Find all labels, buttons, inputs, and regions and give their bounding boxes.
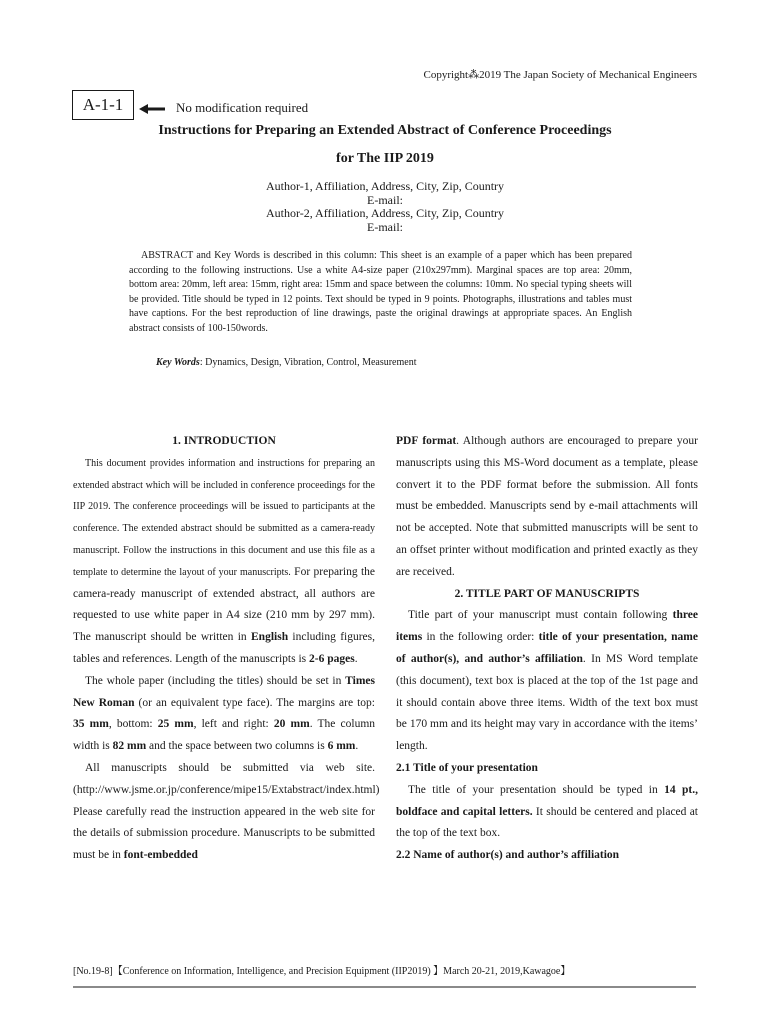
- left-arrow-icon: [139, 102, 165, 116]
- right-column: [396, 431, 698, 867]
- modification-note: No modification required: [176, 100, 309, 115]
- intro-paragraph-3: All manuscripts should be submitted via web site. (http://www.jsme.or.jp/conference/mipe15/Extabstract/index.html) Please carefully read the instruction appeared in the web site for the details of submission procedure. Manuscripts to be submitted must be in font-embedded: [73, 761, 380, 862]
- left-column: [73, 431, 380, 867]
- keywords: [156, 357, 417, 368]
- paper-title-line1: Instructions for Preparing an Extended Abstract of Conference Proceedings: [158, 123, 612, 138]
- section-heading-title-part: 2. TITLE PART OF MANUSCRIPTS: [454, 587, 640, 600]
- author-2: Author-2, Affiliation, Address, City, Zip, Country: [265, 206, 505, 220]
- subsection-heading-title: 2.1 Title of your presentation: [396, 761, 538, 774]
- abstract: ABSTRACT and Key Words is described in this column: This sheet is an example of a paper which has been prepared according to the following instructions. Use a white A4-size paper (210x297mm). Marginal spaces are top area: 20mm, bottom area: 20mm, left area: 15mm, right area: 15mm and space between the columns: 10mm. No special typing sheets will be provided. Title should be typed in 12 points. Text should be typed in 9 points. Photographs, illustrations and tables must have captions. For the best reproduction of line drawings, paste the original drawings at appropriate spaces. An English abstract consists of 100-150words.: [129, 250, 632, 334]
- intro-paragraph-3-continued: PDF format. Although authors are encouraged to prepare your manuscripts using this MS-Word document as a template, please convert it to the PDF format before the submission. All fonts must be embedded. Manuscripts send by e-mail attachments will not be accepted. Note that submitted manuscripts will be sent to an offset printer without modification and printed exactly as they are received.: [396, 435, 698, 578]
- copyright-notice: Copyright⁂2019 The Japan Society of Mechanical Engineers: [423, 69, 697, 81]
- intro-paragraph-2: The whole paper (including the titles) should be set in Times New Roman (or an equivalent type face). The margins are top: 35 mm, bottom: 25 mm, left and right: 20 mm. The column width is 82 mm and the space between two columns is 6 mm.: [73, 674, 376, 753]
- subsection-heading-authors: 2.2 Name of author(s) and author’s affiliation: [396, 849, 620, 862]
- keywords-label: Key Words: [156, 357, 200, 368]
- footer-divider: [73, 986, 696, 988]
- section-heading-introduction: 1. INTRODUCTION: [172, 435, 276, 447]
- author-block: [0, 180, 770, 234]
- title-paragraph: The title of your presentation should be typed in 14 pt., boldface and capital letters. It should be centered and placed at the top of the text box.: [396, 783, 698, 840]
- paper-id-box: A-1-1: [72, 90, 134, 120]
- paper-title-line2: for The IIP 2019: [336, 151, 434, 166]
- keywords-list: : Dynamics, Design, Vibration, Control, Measurement: [199, 357, 417, 368]
- author-1: Author-1, Affiliation, Address, City, Zip, Country: [265, 179, 505, 193]
- intro-paragraph-1: This document provides information and instructions for preparing an extended abstract which will be included in conference proceedings for the IIP 2019. The conference proceedings will be issued to participants at the conference. The extended abstract should be submitted as a camera-ready manuscript. Follow the instructions in this document and use this file as a template to determine the layout of your manuscripts. For preparing the camera-ready manuscript of extended abstract, all authors are requested to use white paper in A4 size (210 mm by 297 mm). The manuscript should be written in English including figures, tables and references. Length of the manuscripts is 2-6 pages.: [73, 457, 376, 665]
- title-part-paragraph: Title part of your manuscript must contain following three items in the following order: title of your presentation, name of author(s), and author’s affiliation. In MS Word template (this document), text box is placed at the top of the 1st page and it should contain above three items. Width of the text box must be 170 mm and its height may vary in accordance with the items’ length.: [396, 609, 698, 753]
- author-1-email: E-mail:: [367, 192, 403, 207]
- page-footer: [No.19-8]【Conference on Information, Intelligence, and Precision Equipment (IIP2019) 】March 20-21, 2019,Kawagoe】: [73, 966, 571, 977]
- author-2-email: E-mail:: [367, 219, 403, 234]
